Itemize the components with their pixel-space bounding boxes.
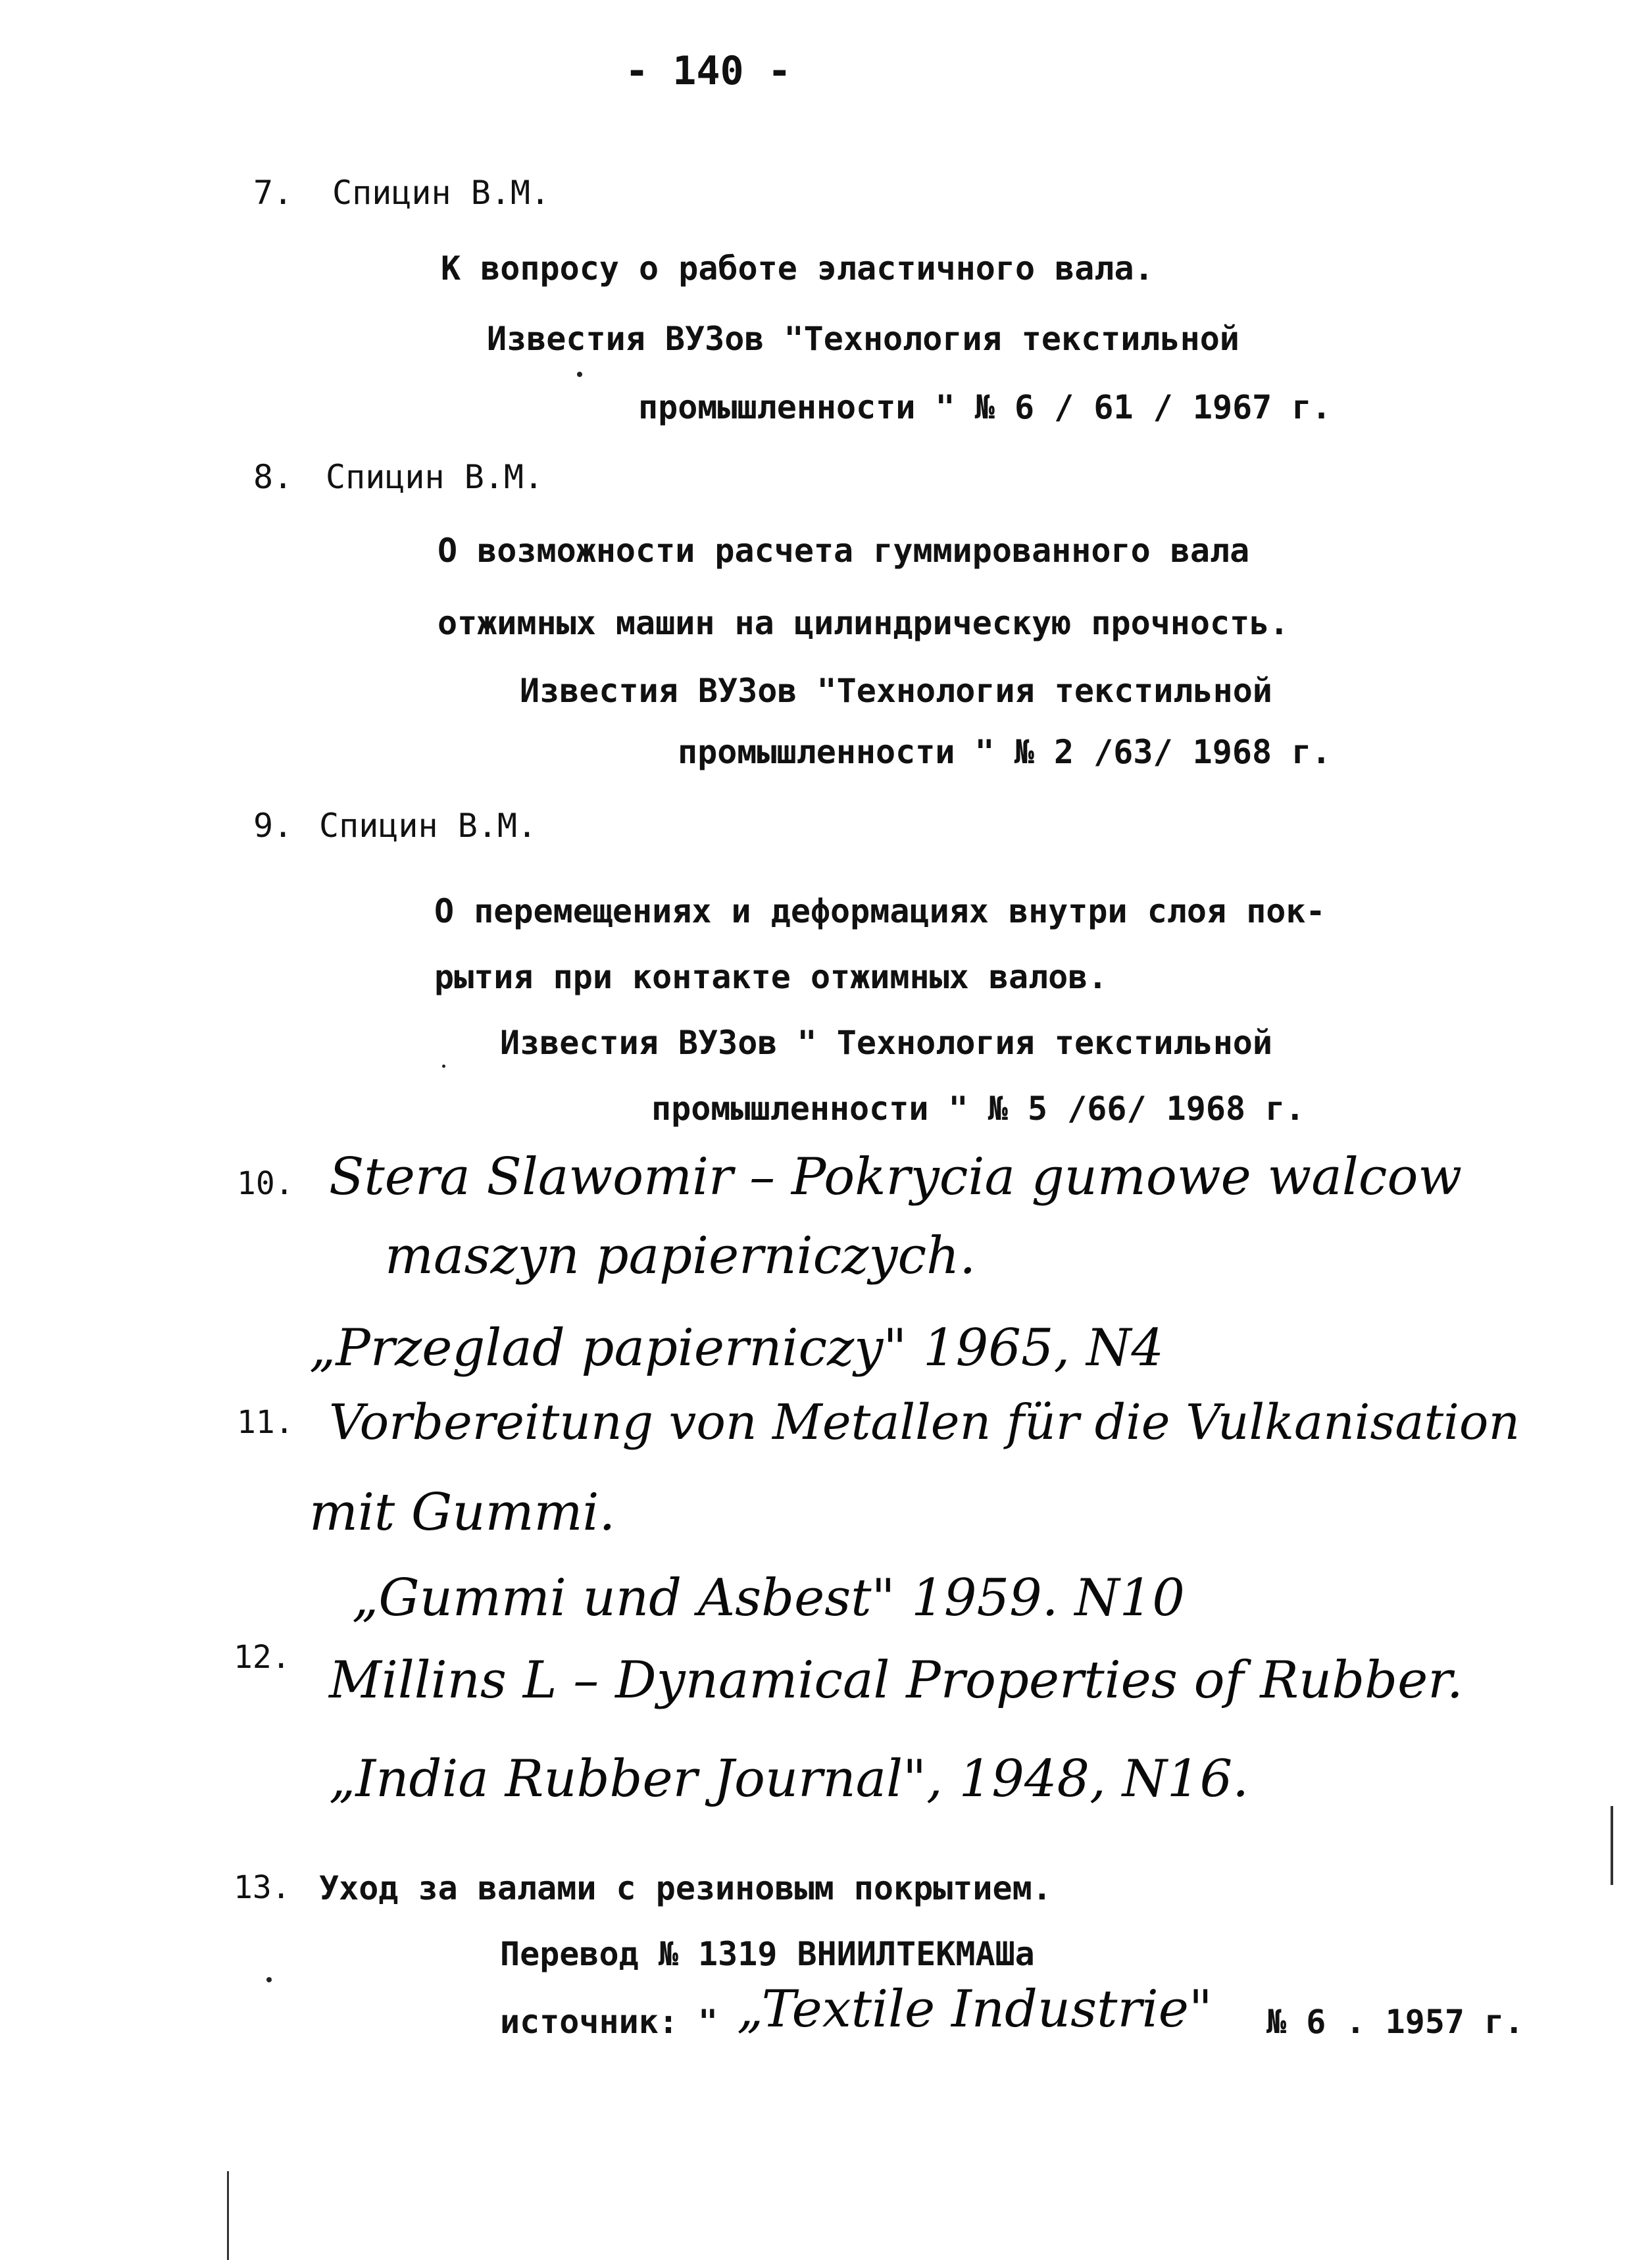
- ref-12-title: Millins L – Dynamical Properties of Rubber.: [329, 1651, 1463, 1710]
- ref-7-source: Известия ВУЗов "Технология текстильной: [487, 320, 1239, 358]
- ref-11-source: „Gummi und Asbest" 1959. N10: [352, 1569, 1185, 1628]
- ref-7-title: К вопросу о работе эластичного вала.: [441, 249, 1154, 288]
- ref-7-source-cont: промышленности " № 6 / 61 / 1967 г.: [638, 388, 1332, 426]
- ref-9-source-cont: промышленности " № 5 /66/ 1968 г.: [651, 1090, 1305, 1128]
- ref-8-source: Известия ВУЗов "Технология текстильной: [520, 672, 1272, 710]
- scan-artifact-bottom-left-line: [227, 2171, 229, 2260]
- ref-10-number: 10.: [237, 1165, 294, 1202]
- ref-13-translation: Перевод № 1319 ВНИИЛТЕКМАШа: [500, 1935, 1035, 1973]
- ref-9-title: О перемещениях и деформациях внутри слоя пок-: [434, 892, 1326, 930]
- ref-7-number: 7.: [253, 174, 293, 212]
- scan-artifact-dot-2: [577, 372, 582, 377]
- ref-13-number: 13.: [234, 1869, 291, 1906]
- scan-artifact-dot-1: [266, 1977, 272, 1982]
- scan-artifact-dot-3: [442, 1065, 445, 1068]
- ref-10-source: „Przeglad papierniczy" 1965, N4: [309, 1318, 1164, 1378]
- ref-10-title: Stera Slawomir – Pokrycia gumowe walcow: [329, 1147, 1463, 1207]
- ref-12-number: 12.: [234, 1639, 291, 1676]
- ref-8-title-cont: отжимных машин на цилиндрическую прочность.: [438, 604, 1289, 642]
- ref-13-source-title: „Textile Industrie": [737, 1980, 1213, 2039]
- ref-11-title-cont: mit Gummi.: [309, 1483, 616, 1542]
- ref-8-number: 8.: [253, 458, 293, 496]
- ref-8-source-cont: промышленности " № 2 /63/ 1968 г.: [678, 733, 1332, 771]
- ref-8-title: О возможности расчета гуммированного вала: [438, 532, 1250, 570]
- ref-9-author: Спицин В.М.: [319, 807, 538, 845]
- ref-9-number: 9.: [253, 807, 293, 845]
- ref-9-source: Известия ВУЗов " Технология текстильной: [500, 1024, 1272, 1062]
- ref-13-source-label: источник: ": [500, 2003, 718, 2041]
- ref-10-title-cont: maszyn papierniczych.: [385, 1226, 976, 1286]
- ref-13-source-issue: № 6 . 1957 г.: [1266, 2003, 1524, 2041]
- ref-8-author: Спицин В.М.: [326, 458, 544, 496]
- page-number: - 140 -: [625, 48, 791, 94]
- ref-13-title: Уход за валами с резиновым покрытием.: [319, 1869, 1052, 1907]
- ref-7-author: Спицин В.М.: [332, 174, 551, 212]
- ref-11-title: Vorbereitung von Metallen für die Vulkanisation: [329, 1394, 1520, 1451]
- ref-12-source: „India Rubber Journal", 1948, N16.: [329, 1749, 1249, 1809]
- ref-11-number: 11.: [237, 1404, 294, 1441]
- scan-artifact-right-line: [1611, 1806, 1613, 1885]
- ref-9-title-cont: рытия при контакте отжимных валов.: [434, 958, 1108, 996]
